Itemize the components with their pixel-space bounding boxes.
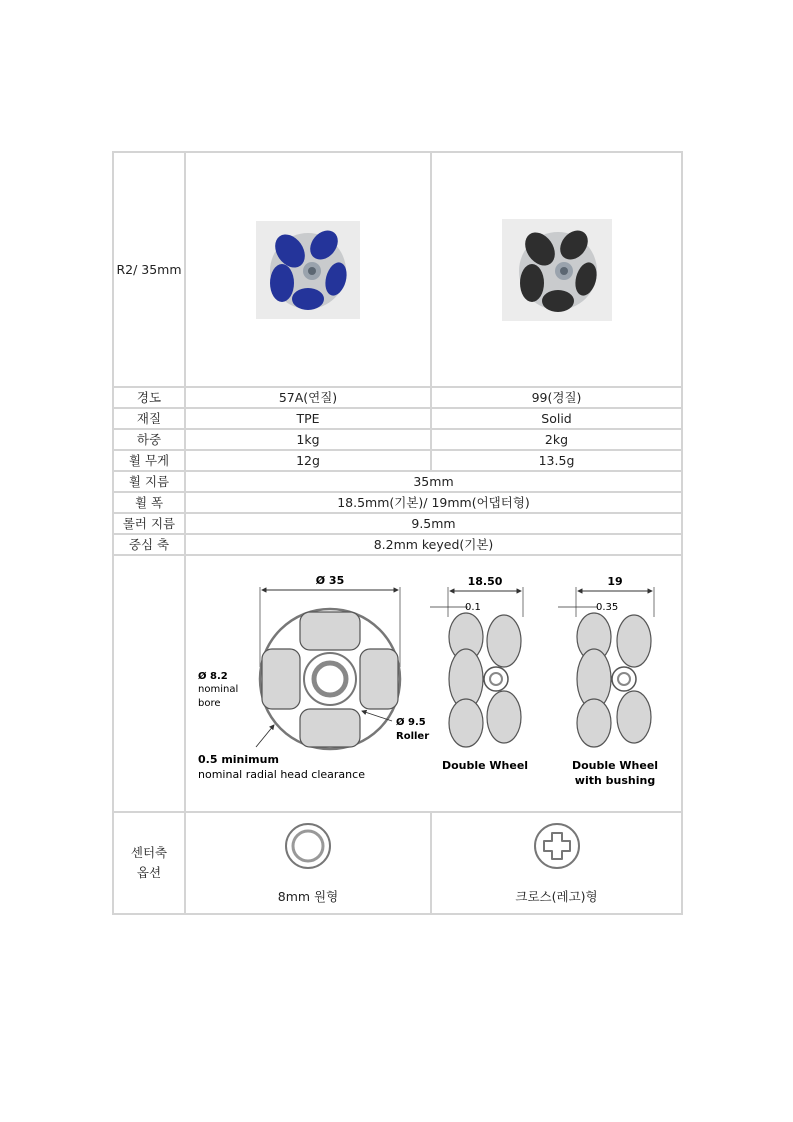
- double-gap-text: 0.1: [465, 602, 481, 613]
- material-soft: TPE: [185, 408, 431, 429]
- hard-roller: [520, 264, 544, 302]
- clearance-text-1: 0.5 minimum: [198, 753, 279, 766]
- width-row: [113, 492, 682, 513]
- front-view: [198, 574, 429, 781]
- bushing-width-text: 19: [607, 575, 623, 588]
- diagram-cell: [185, 555, 682, 812]
- cross-option-cell: [431, 812, 682, 914]
- width-value: 18.5mm(기본)/ 19mm(어댑터형): [185, 492, 682, 513]
- option-label-line-2: 옵션: [136, 865, 162, 880]
- material-row: [113, 408, 682, 429]
- weight-hard: 13.5g: [431, 450, 682, 471]
- center-axis-row: [113, 534, 682, 555]
- bushing-gap-text: 0.35: [596, 602, 619, 613]
- material-hard: Solid: [431, 408, 682, 429]
- roller-text-2: Roller: [396, 731, 430, 742]
- bushing-wheel-view: [558, 575, 658, 787]
- clearance-text-2: nominal radial head clearance: [198, 768, 365, 781]
- weight-row: [113, 450, 682, 471]
- bushing-caption-2: with bushing: [574, 774, 656, 787]
- photo-soft-cell: [185, 152, 431, 387]
- wheel-dimension-diagram: [186, 557, 681, 807]
- width-label: 휠 폭: [113, 492, 185, 513]
- diameter-value: 35mm: [185, 471, 682, 492]
- diagram-row: [113, 555, 682, 812]
- load-hard: 2kg: [431, 429, 682, 450]
- photo-hard-cell: [431, 152, 682, 387]
- roller-diameter-value: 9.5mm: [185, 513, 682, 534]
- center-axis-value: 8.2mm keyed(기본): [185, 534, 682, 555]
- hardness-soft: 57A(연질): [185, 387, 431, 408]
- hardness-label: 경도: [113, 387, 185, 408]
- weight-label: 휠 무게: [113, 450, 185, 471]
- center-axis-label: 중심 축: [113, 534, 185, 555]
- option-label-line-1: 센터축: [130, 845, 168, 860]
- soft-roller: [292, 288, 324, 310]
- hard-roller: [542, 290, 574, 312]
- double-width-text: 18.50: [467, 575, 503, 588]
- double-wheel-view: [430, 575, 528, 772]
- diameter-label: 휠 지름: [113, 471, 185, 492]
- hardness-row: [113, 387, 682, 408]
- round-shaft-icon: [283, 821, 333, 871]
- front-diameter-text: Ø 35: [315, 574, 345, 587]
- load-label: 하중: [113, 429, 185, 450]
- roller-diameter-label: 롤러 지름: [113, 513, 185, 534]
- diagram-label-cell: [113, 555, 185, 812]
- soft-roller: [270, 264, 294, 302]
- material-label: 재질: [113, 408, 185, 429]
- photo-row: [113, 152, 682, 387]
- hardness-hard: 99(경질): [431, 387, 682, 408]
- model-label: R2/ 35mm: [113, 152, 185, 387]
- load-row: [113, 429, 682, 450]
- option-row: [113, 812, 682, 914]
- weight-soft: 12g: [185, 450, 431, 471]
- cross-option-label: 크로스(레고)형: [515, 889, 598, 904]
- diameter-row: [113, 471, 682, 492]
- option-label: [113, 812, 185, 914]
- spec-table: [112, 151, 683, 915]
- bore-text-1: Ø 8.2: [198, 671, 228, 682]
- cross-shaft-icon: [532, 821, 582, 871]
- bore-text-3: bore: [198, 698, 221, 709]
- double-caption: Double Wheel: [441, 759, 529, 772]
- bushing-caption-1: Double Wheel: [571, 759, 659, 772]
- load-soft: 1kg: [185, 429, 431, 450]
- bore-text-2: nominal: [198, 684, 239, 695]
- hard-wheel-photo: [502, 219, 612, 321]
- round-option-cell: [185, 812, 431, 914]
- round-option-label: 8mm 원형: [277, 889, 339, 904]
- soft-wheel-photo: [256, 221, 360, 319]
- roller-diameter-row: [113, 513, 682, 534]
- roller-text-1: Ø 9.5: [396, 717, 426, 728]
